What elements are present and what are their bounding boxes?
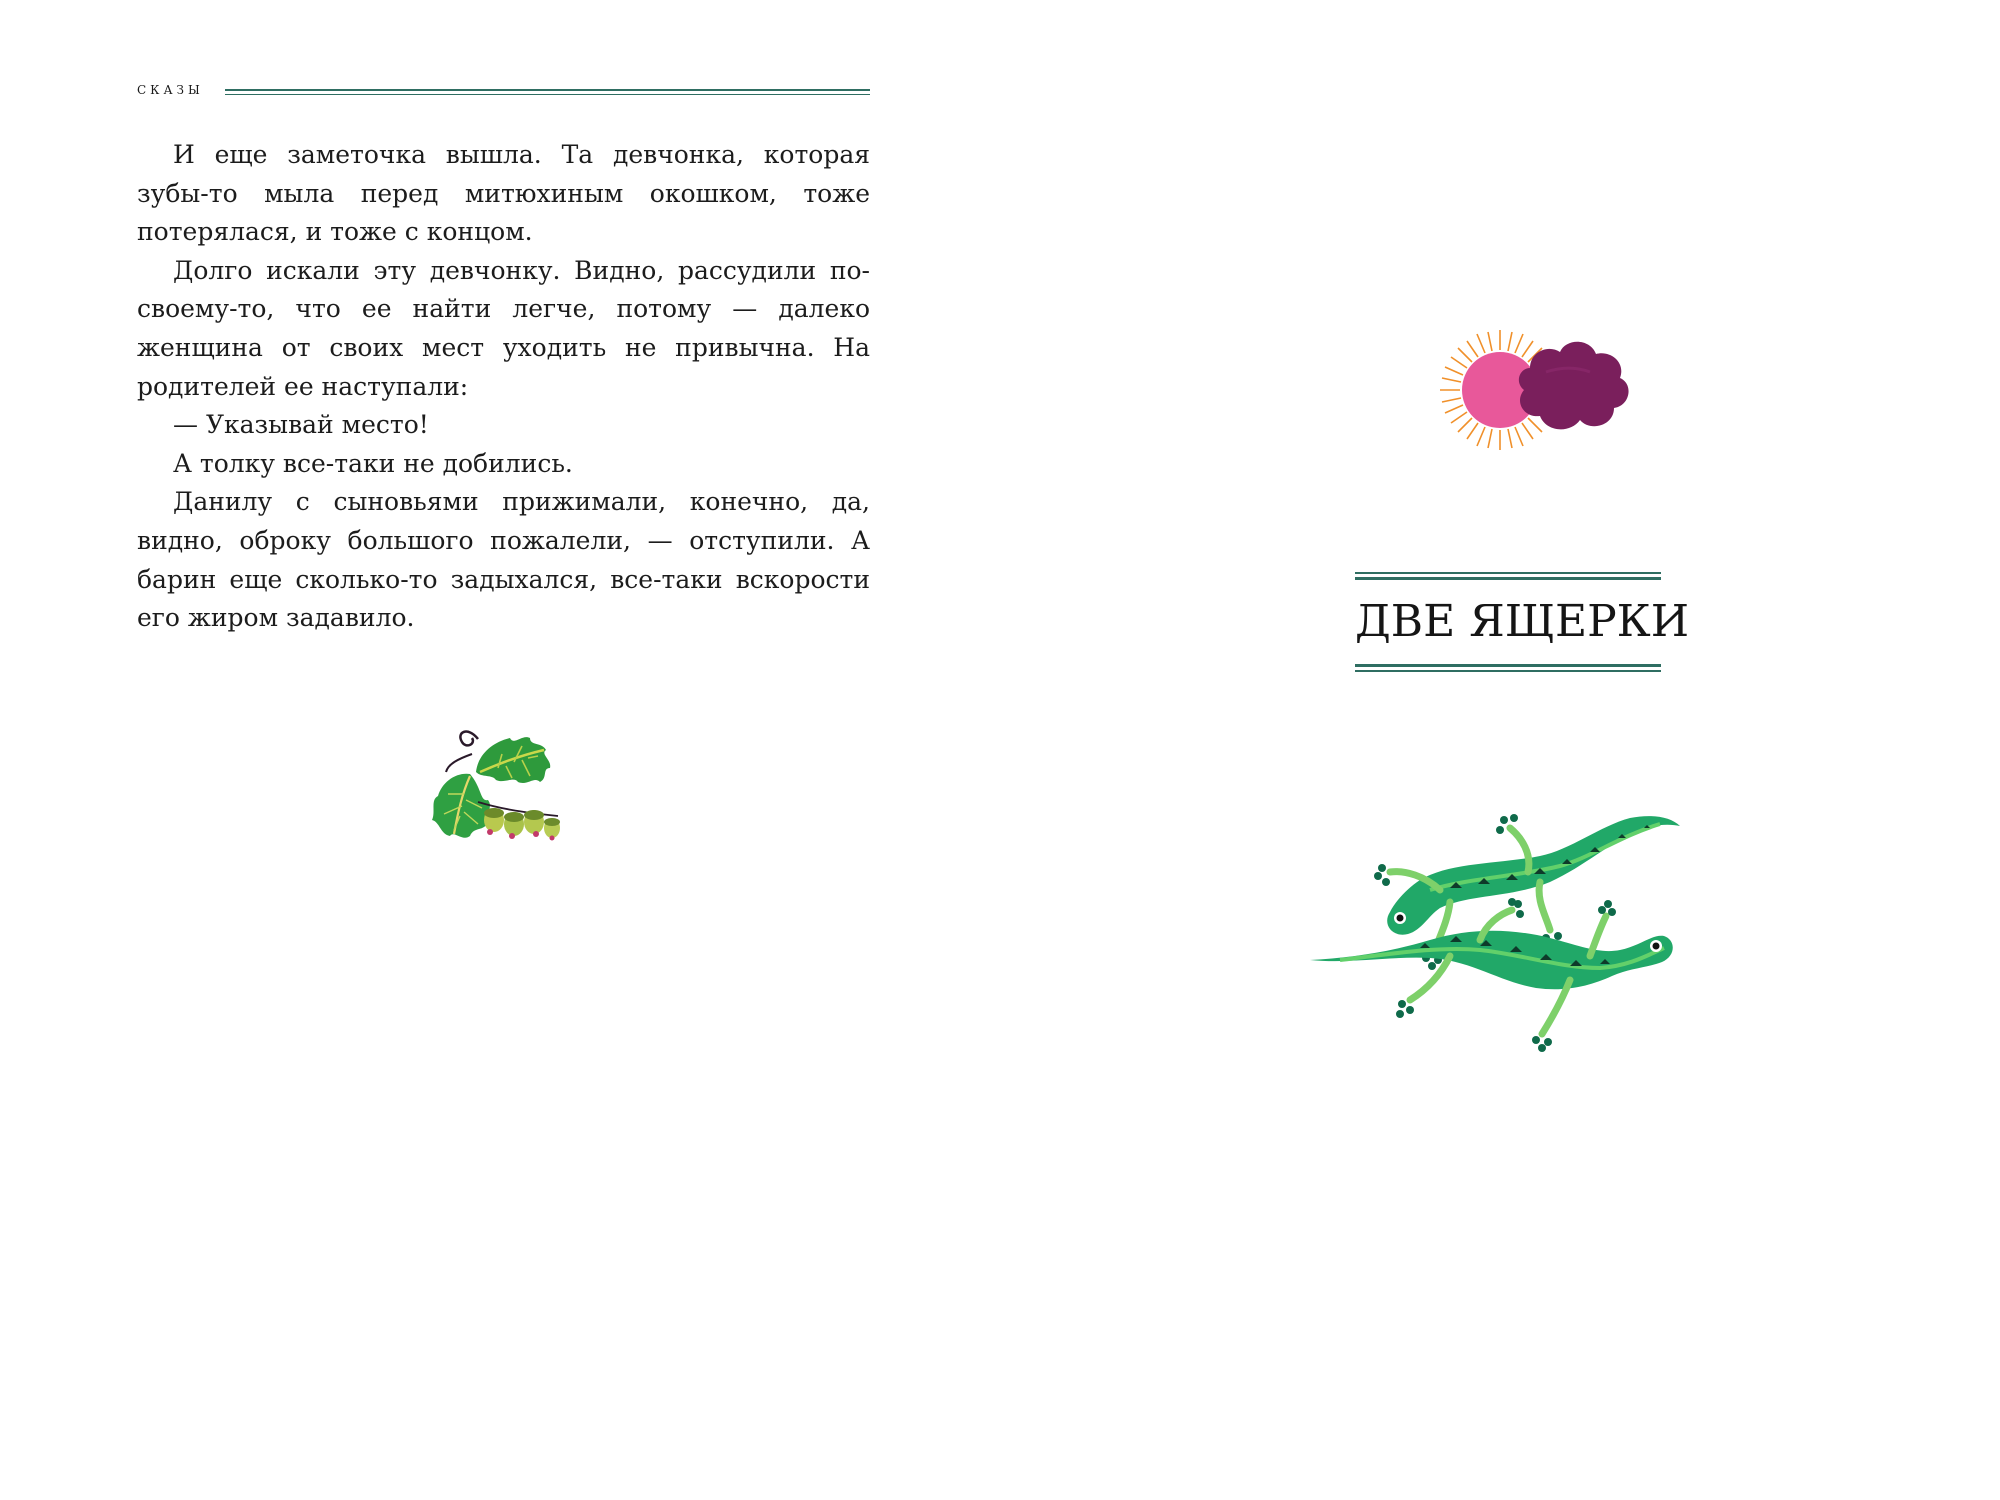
paragraph: Данилу с сыновьями прижимали, конечно, да, видно, оброку большого пожалели, — отступили. А барин еще сколько-то задыхался, все-таки вскорости его жиром задавило.: [137, 487, 870, 633]
lizard-lower: [1310, 898, 1673, 1052]
paragraph: А толку все-таки не добились.: [173, 448, 573, 478]
title-rule: [1355, 664, 1661, 667]
acorn-cluster: [484, 808, 560, 841]
running-head-rule-thin: [225, 94, 870, 95]
chapter-title: ДВЕ ЯЩЕРКИ: [1355, 596, 1690, 647]
title-rule: [1355, 577, 1661, 580]
title-rule: [1355, 670, 1661, 672]
sun-behind-cloud-icon: [1390, 302, 1640, 482]
chapter-title-block: [1355, 572, 1690, 672]
running-head-label: СКАЗЫ: [137, 83, 204, 97]
running-head: [137, 82, 870, 102]
body-text: [137, 136, 870, 638]
two-lizards-icon: [1300, 790, 1720, 1090]
title-rule: [1355, 572, 1661, 574]
running-head-rule: [225, 89, 870, 91]
paragraph: — Указывай место!: [173, 410, 429, 440]
paragraph: Долго искали эту девчонку. Видно, рассудили по-своему-то, что ее найти легче, потому — далеко женщина от своих мест уходить не привычна. На родителей ее наступали:: [137, 255, 870, 401]
oak-leaves-acorns-icon: [418, 724, 583, 859]
paragraph: И еще заметочка вышла. Та девчонка, которая зубы-то мыла перед митюхиным окошком, тоже потерялася, и тоже с концом.: [137, 140, 870, 247]
